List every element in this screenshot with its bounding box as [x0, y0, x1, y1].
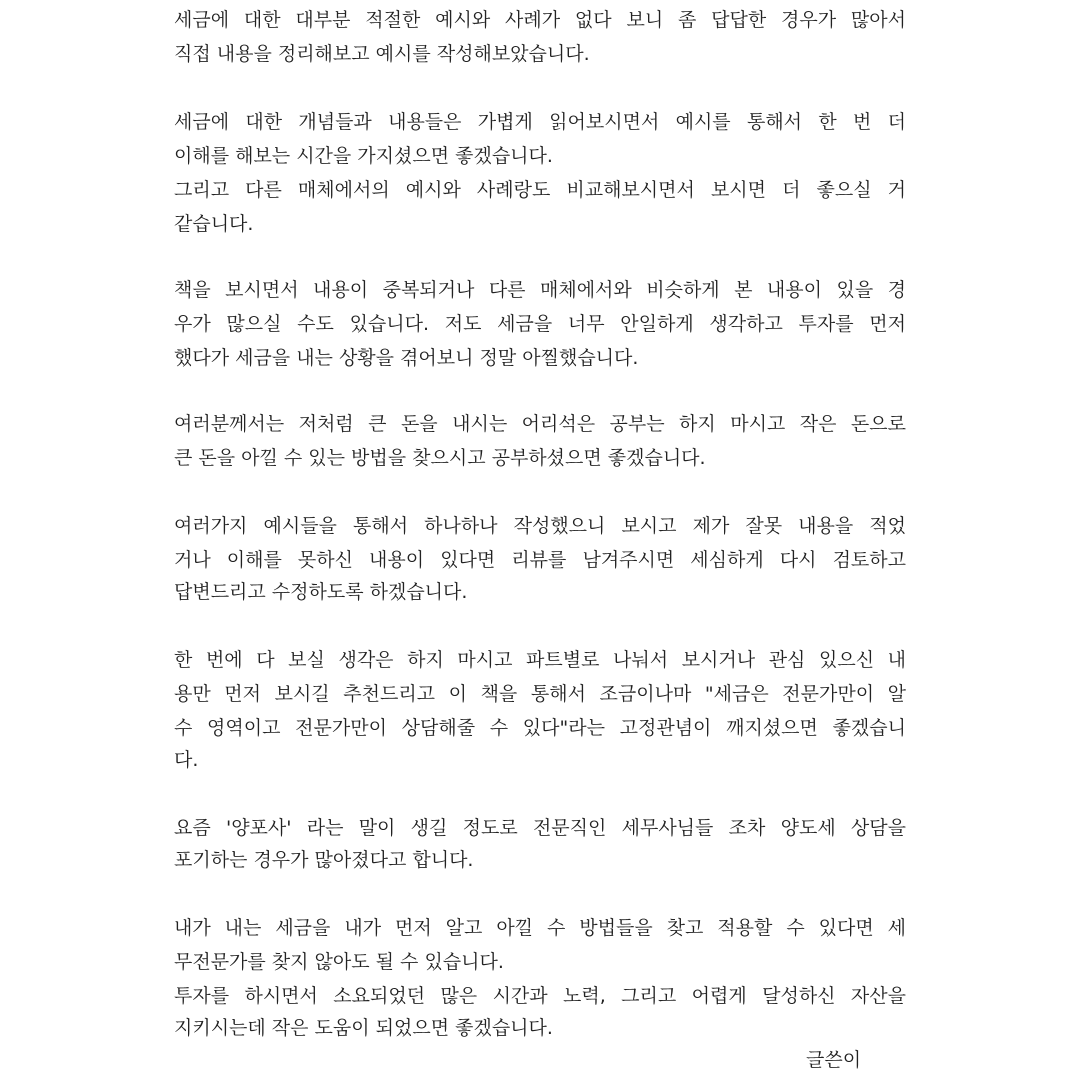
text-line: 이해를 해보는 시간을 가지셨으면 좋겠습니다. — [174, 145, 553, 167]
text-line: 무전문가를 찾지 않아도 될 수 있습니다. — [174, 951, 504, 973]
text-line: 요즘 '양포사' 라는 말이 생길 정도로 전문직인 세무사님들 조차 양도세 상담을 — [174, 817, 906, 839]
text-line: 세금에 대한 대부분 적절한 예시와 사례가 없다 보니 좀 답답한 경우가 많아서 — [174, 9, 906, 31]
text-line: 용만 먼저 보시길 추천드리고 이 책을 통해서 조금이나마 "세금은 전문가만이 알 — [174, 683, 906, 705]
text-line: 답변드리고 수정하도록 하겠습니다. — [174, 581, 468, 603]
text-line: 직접 내용을 정리해보고 예시를 작성해보았습니다. — [174, 43, 590, 65]
text-line: 수 영역이고 전문가만이 상담해줄 수 있다"라는 고정관념이 깨지셨으면 좋겠습니 — [174, 717, 906, 739]
text-line: 지키시는데 작은 도움이 되었으면 좋겠습니다. — [174, 1017, 553, 1039]
text-line: 했다가 세금을 내는 상황을 겪어보니 정말 아찔했습니다. — [174, 347, 639, 369]
text-line: 투자를 하시면서 소요되었던 많은 시간과 노력, 그리고 어렵게 달성하신 자산을 — [174, 985, 906, 1007]
text-line: 거나 이해를 못하신 내용이 있다면 리뷰를 남겨주시면 세심하게 다시 검토하고 — [174, 549, 906, 571]
text-line: 다. — [174, 749, 199, 771]
text-line: 내가 내는 세금을 내가 먼저 알고 아낄 수 방법들을 찾고 적용할 수 있다면 세 — [174, 917, 906, 939]
text-line: 한 번에 다 보실 생각은 하지 마시고 파트별로 나눠서 보시거나 관심 있으신 내 — [174, 649, 906, 671]
text-line: 책을 보시면서 내용이 중복되거나 다른 매체에서와 비슷하게 본 내용이 있을 경 — [174, 279, 906, 301]
text-line: 포기하는 경우가 많아졌다고 합니다. — [174, 849, 474, 871]
text-line: 세금에 대한 개념들과 내용들은 가볍게 읽어보시면서 예시를 통해서 한 번 더 — [174, 111, 906, 133]
text-line: 여러분께서는 저처럼 큰 돈을 내시는 어리석은 공부는 하지 마시고 작은 돈으로 — [174, 413, 906, 435]
text-line: 여러가지 예시들을 통해서 하나하나 작성했으니 보시고 제가 잘못 내용을 적었 — [174, 515, 906, 537]
text-line: 그리고 다른 매체에서의 예시와 사례랑도 비교해보시면서 보시면 더 좋으실 거 — [174, 179, 906, 201]
author-signature: 글쓴이 — [806, 1049, 862, 1071]
text-line: 우가 많으실 수도 있습니다. 저도 세금을 너무 안일하게 생각하고 투자를 먼저 — [174, 313, 906, 335]
text-line: 같습니다. — [174, 213, 254, 235]
text-line: 큰 돈을 아낄 수 있는 방법을 찾으시고 공부하셨으면 좋겠습니다. — [174, 447, 706, 469]
